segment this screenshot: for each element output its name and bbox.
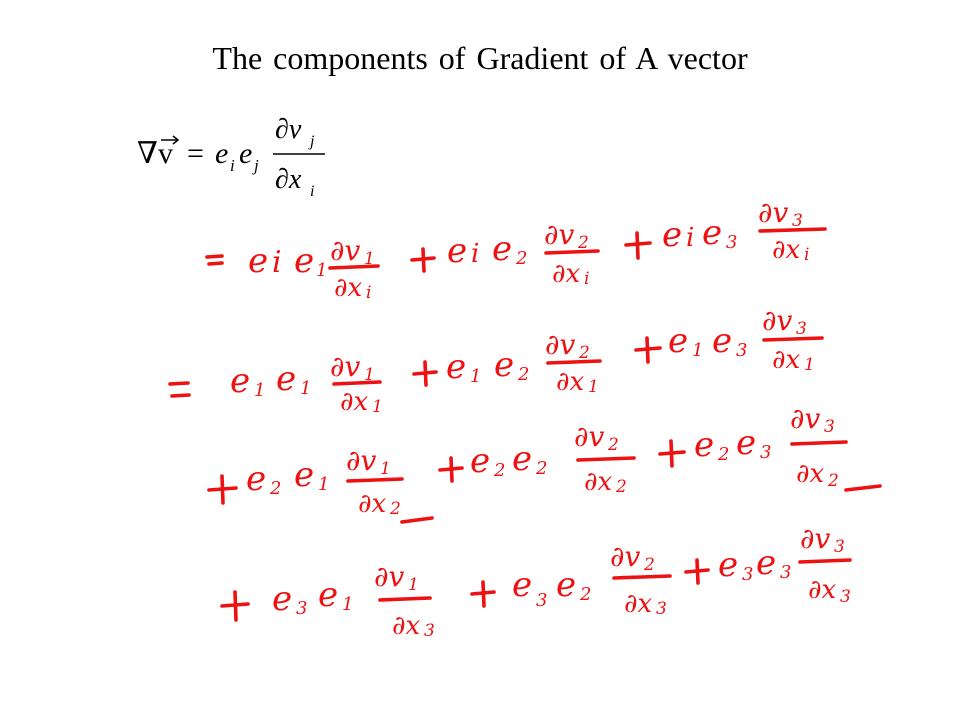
svg-text:3: 3: [760, 442, 772, 463]
handwritten-line-1: [207, 196, 825, 303]
svg-text:1: 1: [254, 380, 266, 401]
svg-text:1: 1: [588, 377, 599, 397]
svg-text:∂v: ∂v: [762, 304, 793, 337]
svg-text:∂v: ∂v: [346, 444, 377, 477]
svg-text:1: 1: [408, 575, 419, 595]
svg-text:i: i: [366, 283, 372, 303]
svg-text:3: 3: [736, 340, 748, 361]
svg-text:2: 2: [644, 555, 655, 575]
basis-e-i: e: [215, 137, 229, 170]
svg-text:e: e: [712, 321, 733, 361]
svg-text:e: e: [756, 543, 777, 583]
svg-text:3: 3: [656, 599, 667, 619]
svg-text:3: 3: [796, 319, 807, 339]
svg-text:i: i: [471, 239, 480, 269]
handwritten-line-2: [170, 304, 822, 417]
svg-text:e: e: [248, 241, 269, 281]
svg-text:∂x: ∂x: [358, 489, 387, 519]
svg-text:i: i: [804, 245, 810, 265]
svg-text:2: 2: [516, 248, 528, 269]
nabla-v-symbol: ∇v: [137, 137, 173, 170]
svg-text:∂x: ∂x: [340, 387, 369, 417]
svg-text:∂v: ∂v: [330, 234, 361, 267]
svg-text:e: e: [512, 439, 533, 479]
svg-text:2: 2: [718, 444, 730, 465]
svg-text:∂v: ∂v: [545, 328, 576, 361]
svg-text:2: 2: [536, 458, 548, 479]
svg-text:2: 2: [608, 435, 619, 455]
svg-text:1: 1: [316, 260, 328, 281]
svg-text:1: 1: [300, 378, 312, 399]
svg-text:e: e: [662, 215, 683, 255]
svg-text:e: e: [668, 321, 689, 361]
svg-text:i: i: [272, 245, 282, 280]
svg-text:3: 3: [840, 587, 851, 607]
svg-text:∂x: ∂x: [772, 345, 801, 375]
svg-text:1: 1: [804, 355, 815, 375]
svg-text:∂v: ∂v: [544, 218, 575, 251]
svg-text:e: e: [492, 229, 513, 269]
svg-text:∂v: ∂v: [800, 522, 831, 555]
svg-text:2: 2: [580, 584, 592, 605]
svg-text:2: 2: [616, 477, 627, 497]
basis-e-j: e: [239, 137, 253, 170]
svg-text:2: 2: [270, 478, 282, 499]
svg-text:∂x: ∂x: [552, 259, 581, 289]
svg-text:e: e: [294, 455, 315, 495]
basis-e-i-subscript: i: [230, 156, 235, 175]
svg-text:3: 3: [824, 417, 835, 437]
svg-text:2: 2: [390, 499, 401, 519]
svg-text:2: 2: [828, 471, 839, 491]
svg-text:1: 1: [692, 340, 704, 361]
svg-text:1: 1: [364, 365, 375, 385]
svg-text:e: e: [447, 231, 468, 271]
svg-text:3: 3: [726, 232, 738, 253]
svg-text:∂v: ∂v: [610, 540, 641, 573]
svg-text:1: 1: [372, 397, 383, 417]
equals-sign: =: [187, 137, 204, 170]
svg-text:e: e: [276, 359, 297, 399]
svg-text:∂v: ∂v: [574, 420, 605, 453]
handwritten-line-3: [209, 402, 880, 522]
basis-e-j-subscript: j: [254, 156, 259, 175]
svg-text:3: 3: [296, 598, 308, 619]
svg-text:3: 3: [792, 211, 803, 231]
svg-text:∂v: ∂v: [758, 196, 789, 229]
svg-text:e: e: [272, 579, 293, 619]
svg-text:e: e: [294, 241, 315, 281]
svg-text:2: 2: [518, 364, 530, 385]
svg-text:e: e: [718, 545, 739, 585]
svg-text:1: 1: [380, 459, 391, 479]
svg-text:e: e: [556, 565, 577, 605]
svg-text:∂x: ∂x: [392, 611, 421, 641]
svg-text:1: 1: [364, 249, 375, 269]
svg-text:e: e: [512, 565, 533, 605]
svg-text:∂v: ∂v: [374, 560, 405, 593]
svg-text:1: 1: [470, 366, 482, 387]
handwritten-line-4: [222, 522, 851, 641]
svg-text:3: 3: [742, 564, 754, 585]
svg-text:e: e: [470, 441, 491, 481]
svg-text:2: 2: [579, 343, 590, 363]
svg-text:1: 1: [342, 594, 354, 615]
svg-text:e: e: [446, 347, 467, 387]
svg-text:3: 3: [424, 621, 435, 641]
fraction-denominator: ∂x: [275, 164, 302, 195]
svg-text:3: 3: [536, 590, 548, 611]
svg-text:∂x: ∂x: [334, 273, 363, 303]
svg-text:e: e: [702, 213, 723, 253]
svg-text:∂x: ∂x: [624, 589, 653, 619]
fraction-denominator-subscript: i: [310, 183, 315, 200]
svg-text:2: 2: [578, 233, 589, 253]
fraction-numerator-subscript: j: [310, 133, 315, 150]
fraction-numerator: ∂v: [275, 114, 302, 145]
svg-text:2: 2: [494, 460, 506, 481]
svg-text:1: 1: [318, 474, 330, 495]
svg-text:∂v: ∂v: [330, 350, 361, 383]
svg-text:e: e: [694, 425, 715, 465]
svg-text:3: 3: [780, 562, 792, 583]
svg-text:e: e: [246, 459, 267, 499]
svg-text:∂x: ∂x: [808, 575, 837, 605]
svg-text:∂x: ∂x: [772, 235, 801, 265]
svg-text:e: e: [736, 423, 757, 463]
svg-text:i: i: [584, 269, 590, 289]
svg-text:i: i: [686, 223, 695, 253]
svg-text:e: e: [318, 575, 339, 615]
svg-text:∂x: ∂x: [584, 467, 613, 497]
svg-text:∂x: ∂x: [556, 367, 585, 397]
svg-text:e: e: [494, 345, 515, 385]
svg-text:3: 3: [834, 537, 845, 557]
slide-title: The components of Gradient of A vector: [212, 40, 748, 76]
svg-text:∂v: ∂v: [790, 402, 821, 435]
svg-text:∂x: ∂x: [796, 459, 825, 489]
svg-text:e: e: [230, 361, 251, 401]
